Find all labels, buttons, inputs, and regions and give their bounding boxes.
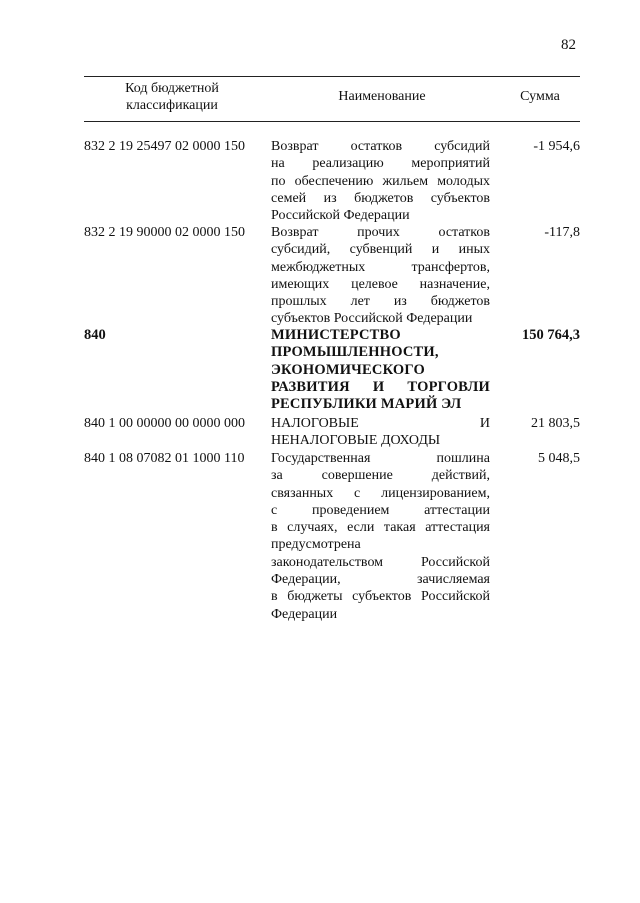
- row-name-line: межбюджетных трансфертов,: [271, 259, 490, 275]
- row-name: [271, 138, 490, 224]
- row-name-line: МИНИСТЕРСТВО: [271, 327, 401, 343]
- row-name-line: НАЛОГОВЫЕ И: [271, 416, 490, 431]
- row-name-line: ПРОМЫШЛЕННОСТИ,: [271, 344, 439, 361]
- row-code: 832 2 19 25497 02 0000 150: [84, 139, 245, 154]
- row-sum: 150 764,3: [522, 327, 580, 343]
- row-name-line: в бюджеты субъектов Российской: [271, 589, 490, 605]
- header-code-line1: Код бюджетной: [125, 81, 219, 96]
- row-name: [271, 450, 490, 623]
- row-name-line: законодательством Российской: [271, 554, 490, 570]
- row-name-line: прошлых лет из бюджетов: [271, 294, 490, 310]
- row-name-line: ЭКОНОМИЧЕСКОГО: [271, 361, 425, 378]
- row-sum: -117,8: [544, 225, 580, 240]
- row-code: 840 1 08 07082 01 1000 110: [84, 451, 245, 466]
- row-name-line: семей из бюджетов субъектов: [271, 190, 490, 206]
- row-sum: 5 048,5: [538, 451, 580, 466]
- row-name-line: Федерации, зачисляемая: [271, 572, 490, 588]
- row-code: 840 1 00 00000 00 0000 000: [84, 416, 245, 431]
- row-name-line: в случаях, если такая аттестация: [271, 520, 490, 536]
- row-name-line: РЕСПУБЛИКИ МАРИЙ ЭЛ: [271, 396, 462, 413]
- row-name: [271, 224, 490, 328]
- row-name: [271, 415, 490, 450]
- table-header-rule: [84, 121, 580, 122]
- header-code-line2: классификации: [126, 98, 218, 113]
- row-name-line: субъектов Российской Федерации: [271, 311, 473, 327]
- row-name-line: имеющих целевое назначение,: [271, 276, 490, 292]
- table-top-rule: [84, 76, 580, 77]
- row-name-line: за совершение действий,: [271, 468, 490, 484]
- page-number: 82: [561, 37, 576, 53]
- row-name-line: на реализацию мероприятий: [271, 156, 490, 172]
- row-name-line: НЕНАЛОГОВЫЕ ДОХОДЫ: [271, 433, 441, 449]
- row-name-line: по обеспечению жильем молодых: [271, 173, 490, 189]
- row-sum: -1 954,6: [533, 139, 580, 154]
- row-name-line: Государственная пошлина: [271, 451, 490, 466]
- row-name-line: Возврат прочих остатков: [271, 225, 490, 240]
- row-name-line: Российской Федерации: [271, 208, 410, 224]
- row-name-line: связанных с лицензированием,: [271, 485, 490, 501]
- row-sum: 21 803,5: [531, 416, 580, 431]
- row-name-line: Федерации: [271, 606, 338, 622]
- header-name: Наименование: [338, 89, 426, 104]
- row-name-line: Возврат остатков субсидий: [271, 139, 490, 154]
- row-name-line: субсидий, субвенций и иных: [271, 242, 490, 258]
- row-name: [271, 327, 490, 413]
- header-sum: Сумма: [520, 89, 560, 104]
- row-code: 840: [84, 327, 106, 343]
- row-name-line: РАЗВИТИЯ И ТОРГОВЛИ: [271, 378, 490, 395]
- row-name-line: с проведением аттестации: [271, 502, 490, 518]
- header-code: [88, 80, 256, 114]
- row-code: 832 2 19 90000 02 0000 150: [84, 225, 245, 240]
- row-name-line: предусмотрена: [271, 537, 361, 553]
